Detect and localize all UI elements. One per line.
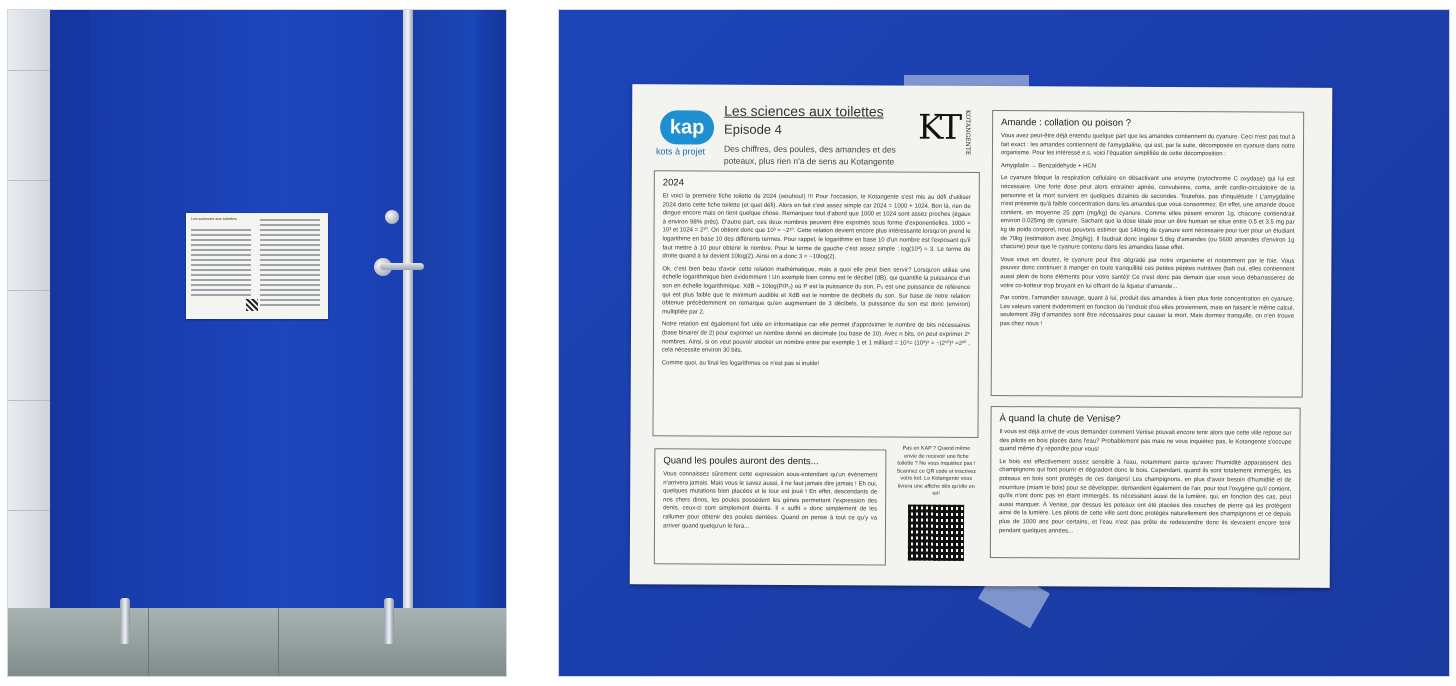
door-side-panel [410, 10, 476, 614]
qr-code-icon [908, 504, 964, 560]
paragraph: Vous avez peut-être déjà entendu quelque part que les amandes contiennent du cyanure. Ceci n'est pas tout à fait exact : les amandes contiennent de l'amygdaline, qui est, par la suite, décomposée en cyanure dans notre organisme. Pour les intéressé.e.s, voici l'équation simplifiée de cette décomposition : [1000, 133, 1296, 158]
door-lock-knob [385, 210, 399, 224]
section-amande-body [1000, 132, 1295, 330]
section-amande [991, 110, 1304, 398]
section-poules [654, 448, 887, 565]
mini-poster-title: Les sciences aux toilettes [191, 216, 237, 221]
door-frame [50, 10, 90, 610]
poster-title: Les sciences aux toilettes [724, 102, 884, 120]
paragraph: Ok, c'est bien beau d'avoir cette relation mathématique, mais à quoi elle peut bien servir? Lorsqu'on utilise une échelle logarithmique bien évidemment ! Un exemple bien connu est le décibel (dB), qui quantifie la puissance d'un son en échelle logarithmique. XdB = 10log(P/P₀) où P est la puissance du son, P₀ est une puissance de référence qui est plus faible que le minimum audible et XdB est le nombre de décibels du son. Sur base de notre relation obtenue précédemment on remarque qu'en augmentant de 3 décibels, la puissance du son est donc (environ) multipliée par 2. [662, 266, 971, 316]
equation: Amygdalin → Benzaldehyde + HCN [1000, 162, 1097, 170]
section-venise-body [999, 428, 1292, 537]
paragraph: Par contre, l'amandier sauvage, quant à lui, produit des amandes à bien plus forte concentration en cyanure. Les valeurs varient évidemment en fonction de l'endroit d'où elles proviennent, mais en faisant le même calcul, seulement 39g d'amandes sont être nécessaires pour causer la mort. Mais dormez tranquille, on n'en trouve pas chez nous ! [1000, 295, 1295, 328]
mini-poster [186, 213, 328, 319]
section-amande-title: Amande : collation ou poison ? [1001, 117, 1132, 129]
qr-block [896, 446, 977, 561]
section-2024 [652, 170, 979, 438]
kap-logo-icon: kap kots à projet [656, 108, 716, 150]
paragraph: Vous connaissez sûrement cette expression sous-entendant qu'un évènement n'arrivera jamais. Mais vous le savez aussi, il ne faut jamais dire jamais ! Eh oui, quelques mutations bien placées et le tour est joué ! En effet, descendants de nos chers dinos, les poules possèdent les gènes permettant l'expression des dents, ceux-ci sont simplement éteints. Il « suffit » donc simplement de les rallumer pour obtenir des poules dentées. Quand on pense à tout ce qu'y va arriver quand quelqu'un le fera... [662, 471, 878, 530]
kotangente-logo-icon: KT KOTANGENTE [917, 107, 972, 156]
door-handle [380, 263, 424, 270]
paragraph: Le cyanure bloque la respiration cellulaire en désactivant une enzyme (cytochrome C oxydase) qui lui est nécessaire. Une forte dose peut alors entrainer apnée, convulsions, coma, arrêt cardio-circulatoire de la personne et la mort survient en quelques dizaines de secondes. Toutefois, pas d'inquiétude ! L'amygdaline n'est présente qu'à faible concentration dans les amandes que vous consommez. En effet, une amande douce contient, en moyenne 25 ppm (mg/kg) de cyanure. Comme elles pèsent environ 1g, chacune contiendrait environ 0.025mg de cyanure. Sachant que la dose létale pour un être humain se situe entre 0.5 et 3.5 mg par kg de poids corporel, nous pouvons estimer que 140mg de cyanure sont nécessaire pour tuer pour un étudiant de 70kg (estimation avec 2mg/kg). Il faudrait donc ingérer 5.6kg d'amandes (ou 5600 amandes d'environ 1g chacune) pour que le cyanure contenu dans les amandes fasse effet. [1000, 175, 1295, 252]
qr-invitation-text: Pas en KAP ? Quand même envie de recevoir une fiche toilette ? Ne vous inquiétez pas ! Scannez ce QR code et inscrivez votre kot. Le Kotangente vous livrera une affiche dès qu'elle en on! [896, 445, 977, 497]
floor [8, 608, 507, 677]
tiled-wall [8, 10, 50, 677]
paragraph: Comme quoi, au final les logarithmes ce n'est pas si inutile! [661, 360, 820, 367]
mini-qr-code-icon [246, 299, 258, 311]
section-2024-body [662, 192, 971, 369]
door-leg [384, 598, 394, 644]
section-venise-title: À quand la chute de Venise? [999, 413, 1121, 425]
section-2024-title: 2024 [662, 177, 684, 189]
paragraph: Notre relation est également fort utile en informatique car elle permet d'approximer le nombre de bits nécessaires (base binaire/ de 2) pour exprimer un nombre donné en décimale (ou base de 10). Avec n bits, on peut exprimer 2ⁿ nombres. Ainsi, si on veut pouvoir stocker un nombre entre par exemple 1 et 1 milliard = 10⁹= (10³)³ = ~(2¹⁰)³ =2³⁰ , cela nécessite environ 30 bits. [661, 321, 971, 354]
paragraph: Et voici la première fiche toilette de 2024 (wouhou!) !!! Pour l'occasion, le Kotangente s'est mis au défi d'utiliser 2024 dans cette fiche toilette (et quel défi). Alors en fait c'est assez simple car 2024 = 1000 + 1024. Bon là, rien de dingue encore mais on tient quelque chose. Remarquez tout d'abord que 1000 et 1024 sont assez proches (égaux à environ 98% près). D'autre part, ces deux nombres peuvent être exprimés sous forme d'exponentielles. 1000 = 10³ et 1024 = 2¹⁰. On obtient donc que 10³ = ~2¹⁰. Cette relation devient encore plus intéressante lorsqu'on prend le logarithme en base 10 des différents termes. Pour rappel, le logarithme en base 10 d'un nombre est l'exposant qu'il faut mettre à 10 pour obtenir le nombre. Pour le terme de gauche c'est assez simple : log(10³) = 3. Le terme de droite quand à lui devient 10log(2). Ainsi on a donc 3 = ~10log(2). [662, 193, 971, 261]
section-poules-body [663, 470, 877, 531]
mini-poster-right-column [260, 219, 320, 313]
floor-joint [148, 608, 149, 677]
paragraph: Vous vous en doutez, le cyanure peut être dégradé par notre organisme et notamment par le foie. Vous pouvez donc continuer à manger en toute tranquillité ces petites pépites nutritives (bah oui, elles contiennent aussi plein de bons éléments pour votre santé)! Ce n'est donc pas demain que vous vous débarrasserez de votre co-kotteur trop bruyant en lui offrant de la liqueur d'amande... [1000, 256, 1295, 290]
kotangente-logo-text: KOTANGENTE [963, 109, 972, 156]
floor-joint [278, 608, 279, 677]
poster-episode: Episode 4 [724, 121, 782, 137]
mini-poster-left-column [191, 229, 251, 323]
section-poules-title: Quand les poules auront des dents... [663, 455, 819, 468]
kap-logo-subtitle: kots à projet [655, 146, 706, 157]
paragraph: Il vous est déjà arrivé de vous demander comment Venise pouvait encore tenir alors que cette ville repose sur des pilotis en bois placés dans l'eau? Probablement pas mais ne vous inquiétez pas, le Kotangente s'occupe quand même d'y répondre pour vous! [999, 429, 1292, 453]
section-venise [990, 406, 1301, 560]
photo-toilet-door [7, 9, 507, 677]
poster-tagline: Des chiffres, des poules, des amandes et des poteaux, plus rien n'a de sens au Kotangente [723, 143, 896, 167]
paragraph: Le bois est effectivement assez sensible à l'eau, notamment parce qu'avec l'humidité apparaissent des champignons qui font pourrir et dégradent donc le bois. Cependant, quand ils sont totalement immergés, les poteaux en bois sont protégés de ces dangers! Les champignons, en plus d'avoir besoin d'humidité et de nourriture (miam le bois) pour se développer, demandent également de l'air, pour tout l'oxygène qu'il contient, qu'ils n'ont donc pas en étant immergés. Ils nécessitent aussi de la lumière, qui, en fonction des cas, peut aussi manquer. À Venise, par dessus les poteaux ont été placées des couches de pierre qui les protègent ainsi de la lumière. Les pilotis de cette ville sont donc protégés naturellement des champignons et ce depuis plus de 1000 ans pour certains, et l'eau n'est pas prête de redescendre donc ils devraient encore tenir pendant quelques années... [998, 458, 1292, 535]
side-partition [476, 10, 507, 677]
poster [630, 84, 1333, 588]
door-leg [120, 598, 130, 644]
photo-poster-closeup [558, 9, 1450, 677]
metal-pillar [403, 10, 413, 614]
